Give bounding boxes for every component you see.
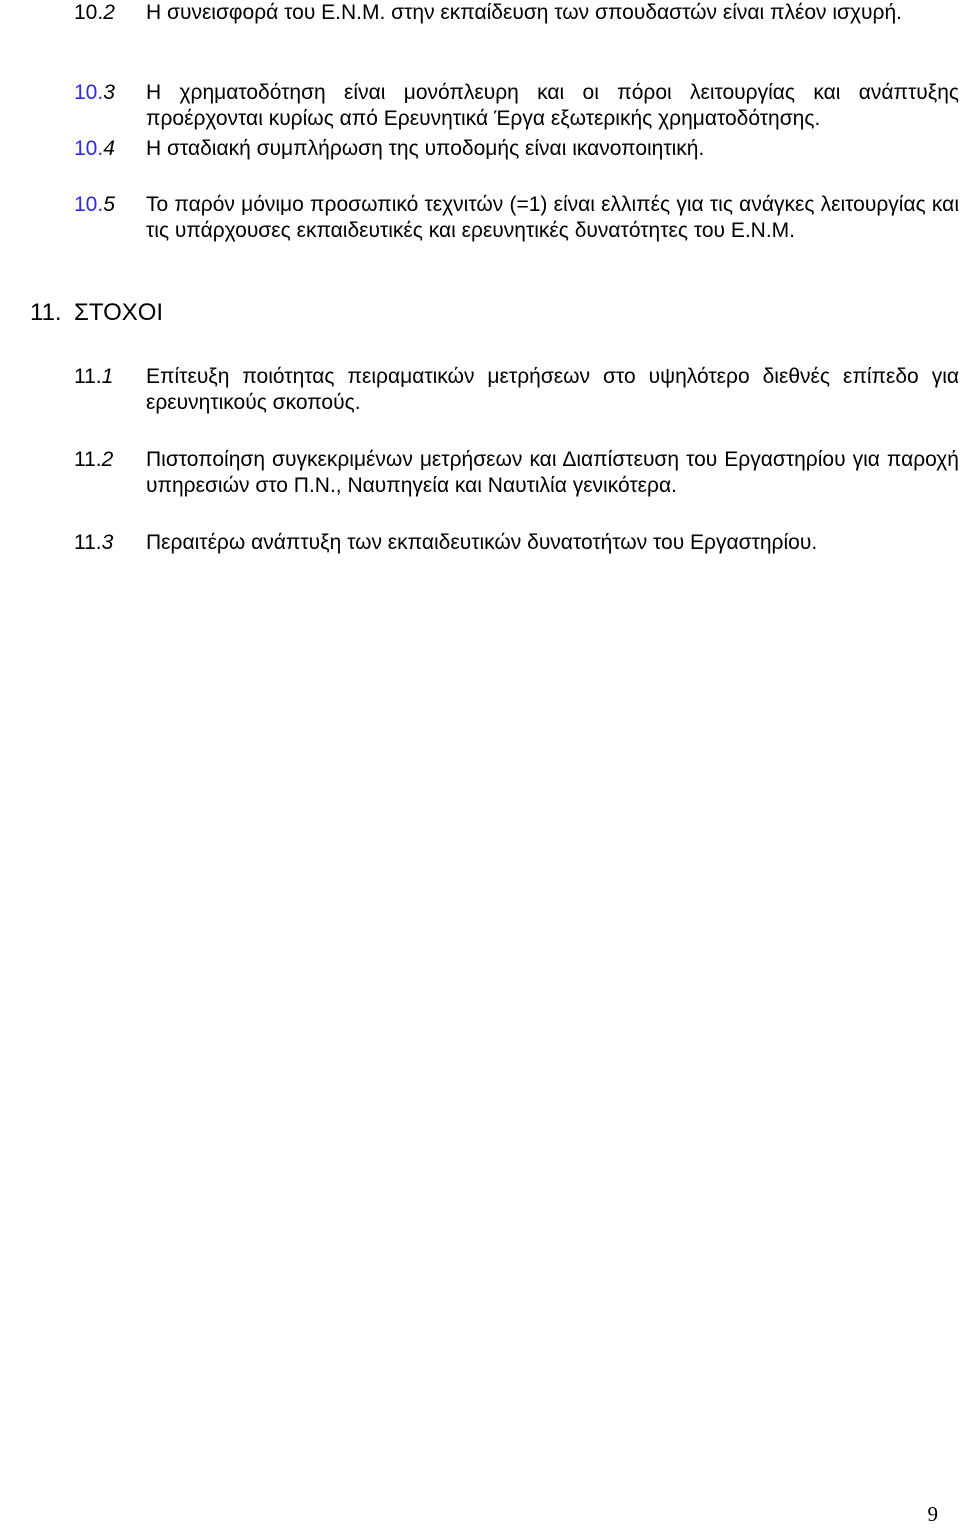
item-number-major: 11.	[74, 448, 102, 471]
item-number	[74, 447, 144, 473]
item-number-major: 10.	[74, 81, 104, 104]
list-item-11-2	[74, 447, 959, 499]
item-number	[74, 136, 144, 162]
item-number-minor: 2	[103, 1, 115, 24]
item-text: Το παρόν μόνιμο προσωπικό τεχνιτών (=1) είναι ελλιπές για τις ανάγκες λειτουργίας και τις υπάρχουσες εκπαιδευτικές και ερευνητικές δυνατότητες του Ε.Ν.Μ.	[146, 193, 959, 242]
item-number-major: 10.	[74, 193, 104, 216]
item-number-minor: 2	[101, 448, 114, 471]
section-heading	[30, 298, 163, 328]
list-item-11-3	[74, 530, 959, 556]
item-number	[74, 80, 144, 106]
list-item-10-5	[74, 192, 959, 244]
item-number-major: 10.	[74, 137, 104, 160]
list-item-11-1	[74, 364, 959, 416]
item-text: Η συνεισφορά του Ε.Ν.Μ. στην εκπαίδευση των σπουδαστών είναι πλέον ισχυρή.	[146, 1, 902, 24]
item-number	[74, 530, 144, 556]
item-text: Η χρηματοδότηση είναι μονόπλευρη και οι πόροι λειτουργίας και ανάπτυξης προέρχονται κυρίως από Ερευνητικά Έργα εξωτερικής χρηματοδότησης.	[146, 81, 959, 130]
item-number-major: 11.	[74, 531, 102, 554]
item-text: Πιστοποίηση συγκεκριμένων μετρήσεων και Διαπίστευση του Εργαστηρίου για παροχή υπηρεσιών στο Π.Ν., Ναυπηγεία και Ναυτιλία γενικότερα.	[146, 448, 959, 497]
item-number-major: 11.	[74, 365, 102, 388]
item-number-minor: 4	[103, 137, 115, 160]
list-item-10-2	[74, 0, 959, 26]
item-text: Η σταδιακή συμπλήρωση της υποδομής είναι ικανοποιητική.	[146, 137, 705, 160]
item-number-minor: 3	[103, 81, 115, 104]
item-text: Περαιτέρω ανάπτυξη των εκπαιδευτικών δυνατοτήτων του Εργαστηρίου.	[146, 531, 818, 554]
list-item-10-4	[74, 136, 959, 162]
list-item-10-3	[74, 80, 959, 132]
item-number-minor: 3	[101, 531, 114, 554]
section-number: 11.	[30, 299, 62, 326]
item-number	[74, 192, 144, 218]
item-number-minor: 1	[101, 365, 114, 388]
section-title: ΣΤΟΧΟΙ	[74, 299, 164, 326]
page-number: 9	[927, 1502, 938, 1526]
item-number-major: 10.	[74, 1, 104, 24]
item-number	[74, 0, 144, 26]
item-number-minor: 5	[103, 193, 115, 216]
item-number	[74, 364, 144, 390]
item-text: Επίτευξη ποιότητας πειραματικών μετρήσεων στο υψηλότερο διεθνές επίπεδο για ερευνητικούς σκοπούς.	[146, 365, 959, 414]
